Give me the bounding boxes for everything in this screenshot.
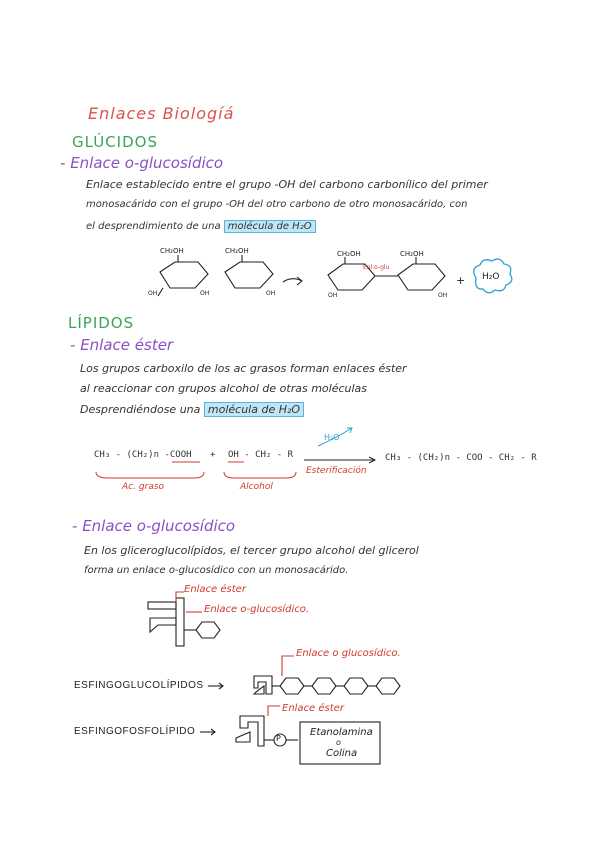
water-label: H₂O — [482, 272, 500, 282]
label-oh-2: OH — [200, 290, 210, 297]
page-title: Enlaces Biologíá — [88, 104, 235, 123]
lipidos-line-3-text: Desprendiéndose una — [80, 403, 201, 416]
glucosidico2-line-1: En los gliceroglucolípidos, el tercer grupo alcohol del glicerol — [84, 544, 419, 557]
highlight-water-1: molécula de H₂O — [224, 220, 316, 233]
box-colina: Colina — [326, 748, 358, 759]
sphingo-2-chain — [236, 732, 250, 742]
label-esfingoglucolipidos: ESFINGOGLUCOLÍPIDOS — [74, 680, 204, 691]
label-enlace-gluc-2: Enlace o glucosídico. — [296, 648, 401, 659]
pointer-gluc-2 — [282, 656, 294, 676]
pointer-ester-2 — [268, 706, 280, 716]
label-enlace-gluc-1: Enlace o-glucosídico. — [204, 604, 310, 615]
subheading-ester-text: Enlace éster — [80, 336, 174, 354]
label-alcohol: Alcohol — [240, 482, 273, 492]
lipidos-line-2: al reaccionar con grupos alcohol de otras moléculas — [80, 382, 368, 395]
formula-plus: + — [210, 450, 216, 460]
label-oh-1: OH — [148, 290, 158, 297]
phosphate-label: P — [276, 734, 281, 743]
glucidos-line-2: monosacárido con el grupo -OH del otro carbono de otro monosacárido, con — [86, 199, 468, 210]
highlight-water-2: molécula de H₂O — [204, 402, 304, 417]
formula-water: H₂O — [324, 433, 340, 442]
sugar-1 — [280, 678, 304, 694]
sphingo-1-chain — [254, 686, 264, 694]
box-etanolamina: Etanolamina — [310, 727, 373, 738]
sugar-4 — [376, 678, 400, 694]
sugar-2 — [312, 678, 336, 694]
label-enlace-ester-1: Enlace éster — [184, 584, 246, 595]
label-enlace-ester-2: Enlace éster — [282, 703, 344, 714]
heading-lipidos: LÍPIDOS — [68, 314, 135, 332]
formula-alcohol: OH - CH₂ - R — [228, 450, 294, 460]
label-ch2oh-2: CH₂OH — [225, 247, 249, 255]
box-o: o — [336, 738, 341, 747]
subheading-text: Enlace o-glucosídico — [70, 154, 224, 172]
formula-esterificacion: Esterificación — [306, 466, 367, 476]
formula-acid: CH₃ - (CH₂)n -COOH — [94, 450, 192, 460]
subheading-ester: - Enlace éster — [70, 336, 174, 354]
label-ch2oh-3: CH₂OH — [337, 250, 361, 258]
label-ch2oh-4: CH₂OH — [400, 250, 424, 258]
label-enlace-glucosidico: Enl.o-glu — [363, 264, 390, 271]
subheading-o-glucosidico-2: - Enlace o-glucosídico — [72, 517, 236, 535]
label-oh-4: OH — [328, 292, 338, 299]
label-acido-graso: Ac. graso — [122, 482, 164, 492]
heading-glucidos: GLÚCIDOS — [72, 133, 158, 151]
glucosidico2-line-2: forma un enlace o-glucosídico con un monosacárido. — [84, 565, 349, 576]
lipidos-line-1: Los grupos carboxilo de los ac grasos forman enlaces éster — [80, 362, 407, 375]
formula-product: CH₃ - (CH₂)n - COO - CH₂ - R — [385, 453, 537, 463]
label-ch2oh-1: CH₂OH — [160, 247, 184, 255]
subheading-o-glucosidico-2-text: Enlace o-glucosídico — [82, 517, 236, 535]
plus-sign: + — [456, 274, 466, 287]
glucidos-line-1: Enlace establecido entre el grupo -OH del carbono carbonílico del primer — [86, 178, 488, 191]
glucidos-line-3-text: el desprendimiento de una — [86, 221, 221, 232]
label-oh-5: OH — [438, 292, 448, 299]
sugar-3 — [344, 678, 368, 694]
label-oh-3: OH — [266, 290, 276, 297]
label-esfingofosfolipido: ESFINGOFOSFOLÍPIDO — [74, 726, 196, 737]
subheading-o-glucosidico: - Enlace o-glucosídico — [60, 154, 224, 172]
